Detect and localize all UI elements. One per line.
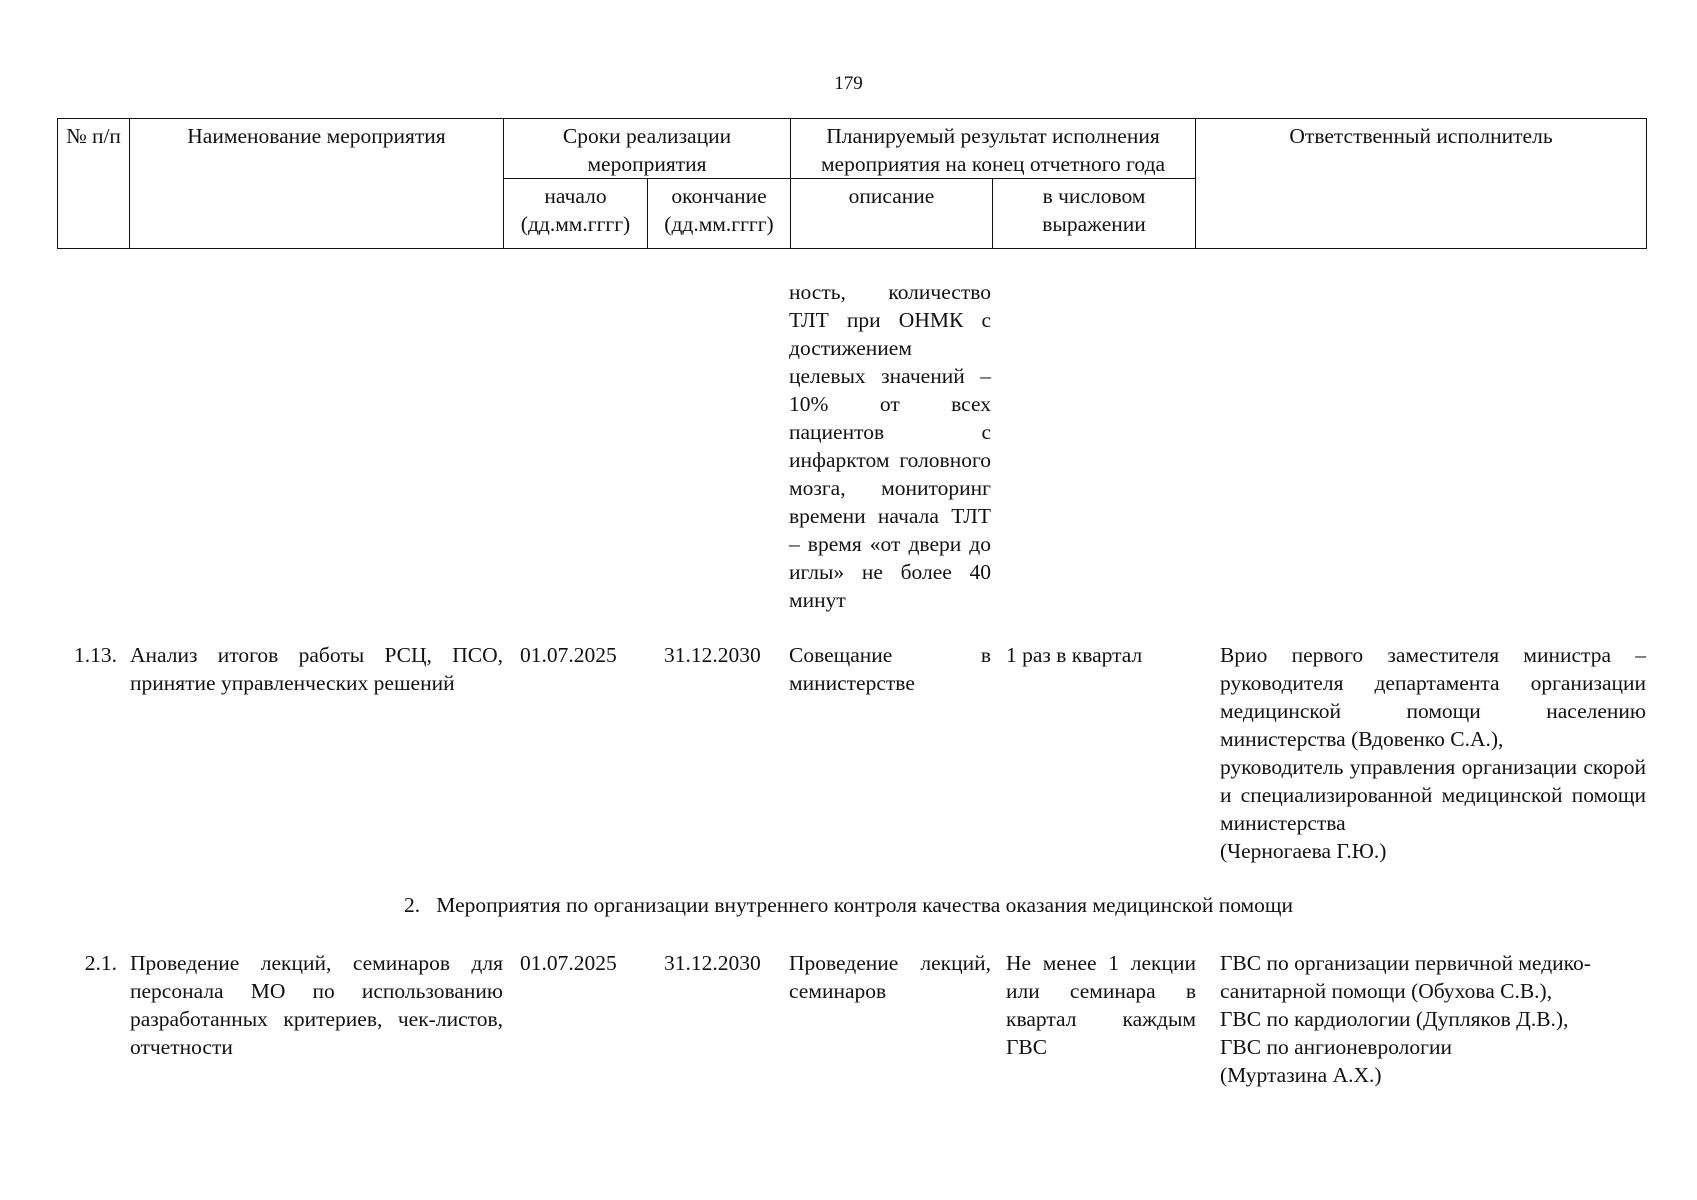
result-description: Совещание в министерстве (789, 643, 991, 695)
result-numeric: 1 раз в квартал (1006, 643, 1143, 667)
row-number: 2.1. (84, 951, 117, 975)
result-numeric: Не менее 1 лекции или семинара в квартал каждым ГВС (1006, 951, 1196, 1059)
header-responsible: Ответственный исполнитель (1196, 119, 1647, 249)
end-date: 31.12.2030 (664, 643, 761, 667)
responsible-line: (Муртазина А.Х.) (1220, 1063, 1382, 1087)
header-numeric: в числовом выражении (993, 179, 1196, 249)
header-description: описание (791, 179, 993, 249)
header-end: окончание (дд.мм.гггг) (648, 179, 791, 249)
result-description: Проведение лекций, семинаров (789, 951, 991, 1003)
header-start: начало (дд.мм.гггг) (504, 179, 648, 249)
table-header (57, 118, 1647, 249)
responsible-line: ГВС по организации первичной медико-санитарной помощи (Обухова С.В.), (1220, 951, 1591, 1003)
header-name: Наименование мероприятия (130, 119, 504, 249)
header-result: Планируемый результат исполнения мероприятия на конец отчетного года (791, 119, 1196, 179)
start-date: 01.07.2025 (520, 643, 617, 667)
responsible-line: Врио первого заместителя министра – руководителя департамента организации медицинской помощи населению министерства (Вдовенко С.А.), (1220, 643, 1646, 751)
continuation-description: ность, количество ТЛТ при ОНМК с достижением целевых значений – 10% от всех пациентов с инфарктом головного мозга, мониторинг времени начала ТЛТ – время «от двери до иглы» не более 40 минут (789, 280, 991, 612)
responsible-line: руководитель управления организации скорой и специализированной медицинской помощи министерства (1220, 755, 1646, 835)
responsible-line: ГВС по ангионеврологии (1220, 1035, 1452, 1059)
responsible-executor (1220, 641, 1646, 865)
header-period: Сроки реализации мероприятия (504, 119, 791, 179)
start-date: 01.07.2025 (520, 951, 617, 975)
event-name: Анализ итогов работы РСЦ, ПСО, принятие управленческих решений (130, 643, 503, 695)
header-num: № п/п (58, 119, 130, 249)
row-number: 1.13. (74, 643, 117, 667)
responsible-line: (Черногаева Г.Ю.) (1220, 839, 1387, 863)
event-name: Проведение лекций, семинаров для персонала МО по использованию разработанных критериев, чек-листов, отчетности (130, 951, 503, 1059)
responsible-line: ГВС по кардиологии (Дупляков Д.В.), (1220, 1007, 1569, 1031)
section-title: 2. Мероприятия по организации внутреннего контроля качества оказания медицинской помощи (404, 893, 1293, 917)
page-number: 179 (834, 73, 863, 94)
responsible-executor (1220, 949, 1646, 1089)
end-date: 31.12.2030 (664, 951, 761, 975)
